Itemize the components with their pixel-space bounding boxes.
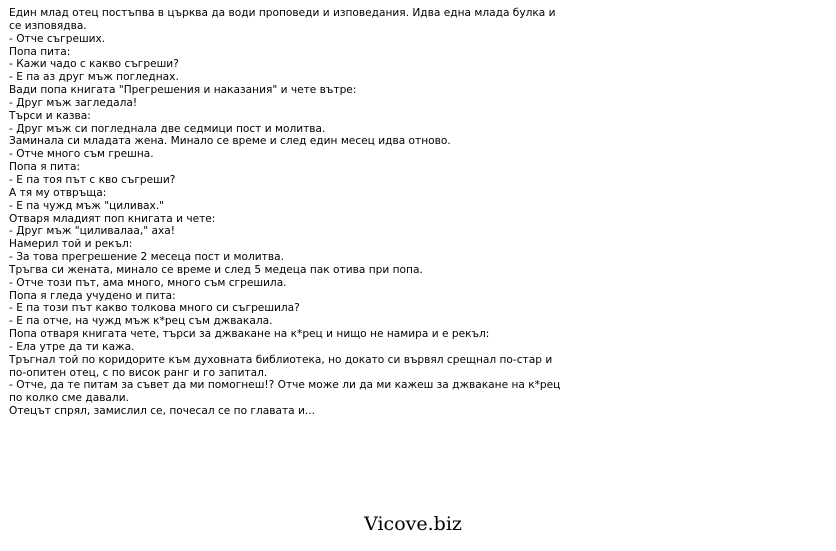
text-line: по-опитен отец, с по висок ранг и го запитал.: [9, 366, 268, 379]
text-line: - Отче, да те питам за съвет да ми помогнеш!? Отче може ли да ми кажеш за джвакане на к*рец: [9, 379, 561, 392]
text-line: - Е па тоя път с кво съгреши?: [9, 173, 176, 186]
text-line: Тръгнал той по коридорите към духовната библиотека, но докато си вървял срещнал по-стар и: [9, 353, 553, 366]
text-line: Вади попа книгата "Прегрешения и наказания" и чете вътре:: [9, 84, 357, 97]
text-line: Заминала си младата жена. Минало се време и след един месец идва отново.: [9, 135, 451, 148]
text-line: - Е па аз друг мъж погледнах.: [9, 71, 179, 84]
text-line: Попа я пита:: [9, 161, 81, 174]
text-line: - Отче много съм грешна.: [9, 148, 154, 161]
text-line: - Ела утре да ти кажа.: [9, 340, 135, 353]
text-line: Отецът спрял, замислил се, почесал се по главата и...: [9, 405, 316, 418]
text-line: - За това прегрешение 2 месеца пост и молитва.: [9, 251, 284, 264]
text-line: Попа пита:: [9, 45, 71, 58]
text-line: - Е па този път какво толкова много си съгрешила?: [9, 302, 300, 315]
text-line: Тръгва си жената, минало се време и след 5 медеца пак отива при попа.: [9, 263, 423, 276]
text-line: А тя му отвръща:: [9, 186, 107, 199]
text-line: Попа отваря книгата чете, търси за джвакане на к*рец и нищо не намира и е рекъл:: [9, 328, 490, 341]
text-line: - Е па отче, на чужд мъж к*рец съм джвакала.: [9, 315, 273, 328]
text-line: - Отче съгреших.: [9, 32, 106, 45]
text-line: - Друг мъж си погледнала две седмици пост и молитва.: [9, 122, 326, 135]
text-line: Намерил той и рекъл:: [9, 238, 133, 251]
site-watermark: Vicove.biz: [364, 513, 462, 535]
text-line: Попа я гледа учудено и пита:: [9, 289, 176, 302]
text-line: Един млад отец постъпва в църква да води проповеди и изповедания. Идва една млада булка и: [9, 7, 556, 19]
text-line: - Друг мъж загледала!: [9, 96, 138, 109]
joke-text: [9, 7, 584, 418]
text-line: - Отче този път, ама много, много съм сгрешила.: [9, 276, 287, 289]
text-line: се изповядва.: [9, 19, 87, 32]
text-line: - Е па чужд мъж "циливах.": [9, 199, 165, 212]
text-line: - Друг мъж "циливалаа," аха!: [9, 225, 176, 238]
text-line: - Кажи чадо с какво съгреши?: [9, 58, 179, 71]
text-line: по колко сме давали.: [9, 392, 129, 405]
text-line: Отваря младият поп книгата и чете:: [9, 212, 216, 225]
text-line: Търси и казва:: [9, 109, 91, 122]
